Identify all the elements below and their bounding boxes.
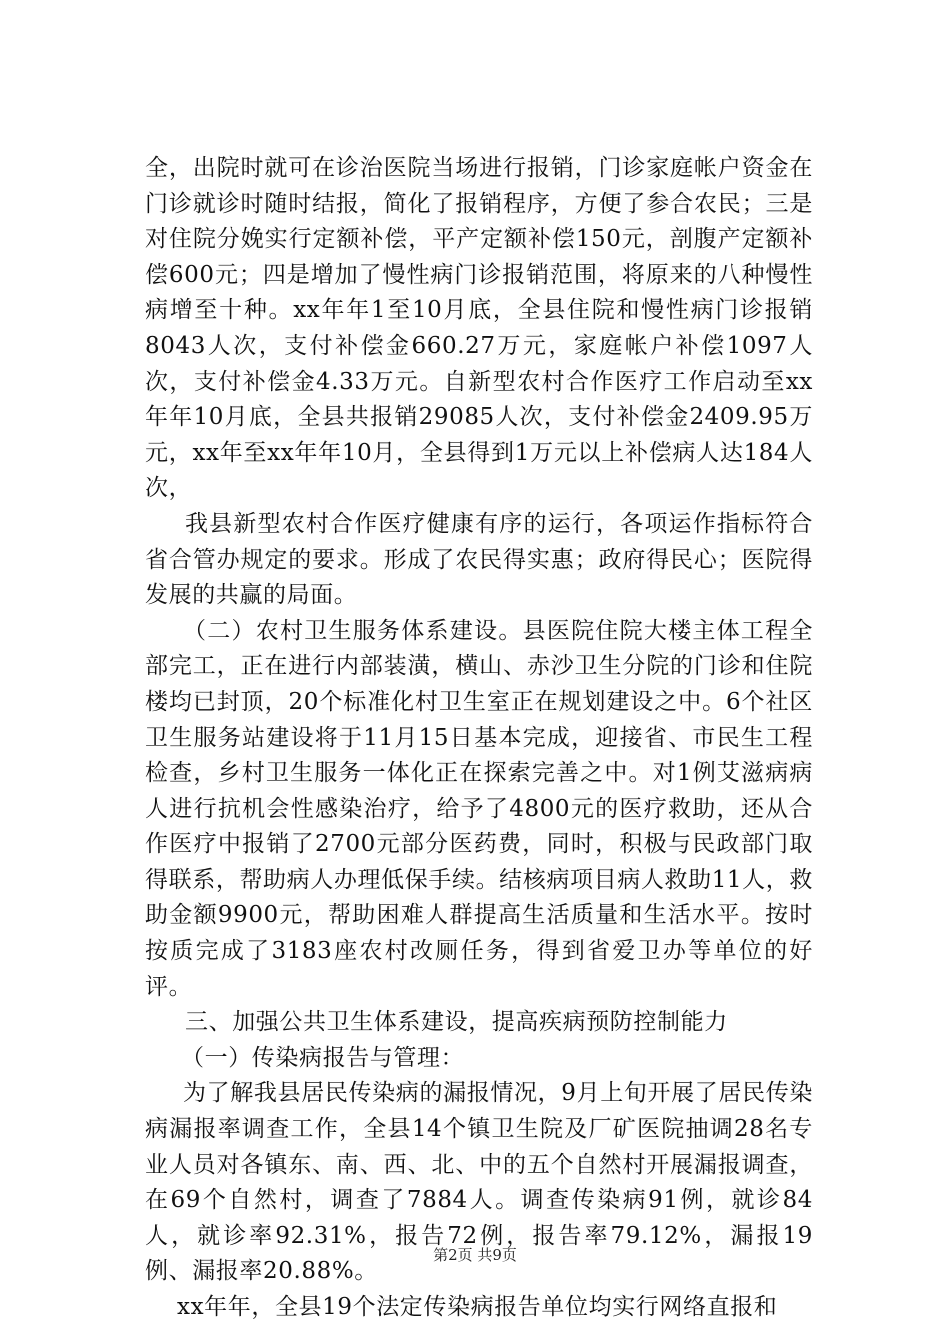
page-footer <box>0 1244 950 1265</box>
paragraph-summary: 我县新型农村合作医疗健康有序的运行，各项运作指标符合省合管办规定的要求。形成了农民得实惠；政府得民心；医院得发展的共赢的局面。 <box>145 510 813 609</box>
paragraph-continued: 全，出院时就可在诊治医院当场进行报销，门诊家庭帐户资金在门诊就诊时随时结报，简化了报销程序，方便了参合农民；三是对住院分娩实行定额补偿，平产定额补偿150元，剖腹产定额补偿600元；四是增加了慢性病门诊报销范围，将原来的八种慢性病增至十种。xx年年1至10月底，全县住院和慢性病门诊报销8043人次，支付补偿金660.27万元，家庭帐户补偿1097人次，支付补偿金4.33万元。自新型农村合作医疗工作启动至xx年年10月底，全县共报销29085人次，支付补偿金2409.95万元，xx年至xx年年10月，全县得到1万元以上补偿病人达184人次， <box>145 155 813 502</box>
page-number-label: 第2页 共9页 <box>433 1246 517 1264</box>
paragraph-underreporting-survey: 为了解我县居民传染病的漏报情况，9月上旬开展了居民传染病漏报率调查工作，全县14个镇卫生院及厂矿医院抽调28名专业人员对各镇东、南、西、北、中的五个自然村开展漏报调查，在69个自然村，调查了7884人。调查传染病91例，就诊84人，就诊率92.31%，报告72例，报告率79.12%，漏报19例、漏报率20.88%。 <box>145 1080 813 1285</box>
document-body <box>145 151 813 1326</box>
paragraph-rural-health-system: （二）农村卫生服务体系建设。县医院住院大楼主体工程全部完工，正在进行内部装潢，横山、赤沙卫生分院的门诊和住院楼均已封顶，20个标准化村卫生室正在规划建设之中。6个社区卫生服务站建设将于11月15日基本完成，迎接省、市民生工程检查，乡村卫生服务一体化正在探索完善之中。对1例艾滋病病人进行抗机会性感染治疗，给予了4800元的医疗救助，还从合作医疗中报销了2700元部分医药费，同时，积极与民政部门取得联系，帮助病人办理低保手续。结核病项目病人救助11人，救助金额9900元，帮助困难人群提高生活质量和生活水平。按时按质完成了3183座农村改厕任务，得到省爱卫办等单位的好评。 <box>145 617 813 1000</box>
paragraph-network-reporting: xx年年，全县19个法定传染病报告单位均实行网络直报和 <box>177 1294 778 1320</box>
subsection-heading-infectious-disease: （一）传染病报告与管理： <box>181 1044 465 1071</box>
section-heading-public-health: 三、加强公共卫生体系建设，提高疾病预防控制能力 <box>185 1009 728 1036</box>
